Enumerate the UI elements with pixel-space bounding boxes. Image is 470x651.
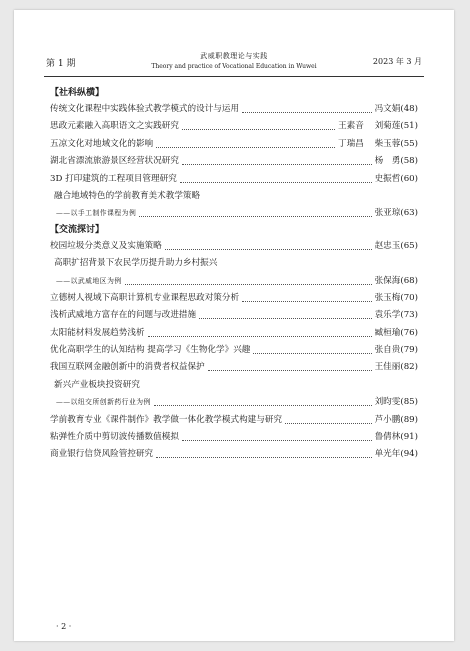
toc-entry[interactable] (50, 359, 418, 376)
toc-entry[interactable] (50, 205, 418, 222)
toc-entry-title: 商业银行信贷风险管控研究 (50, 449, 154, 460)
toc-entry-author-page: 鲁倩林(91) (374, 432, 418, 443)
toc-entry-title: 太阳能材料发展趋势浅析 (50, 327, 145, 338)
journal-title: 武威职教理论与实践 (200, 52, 268, 60)
leader-dots (154, 405, 372, 406)
toc-entry-title: 3D 打印建筑的工程项目管理研究 (50, 173, 177, 184)
leader-dots (125, 284, 372, 285)
toc-entry-author-page: 赵忠玉(65) (374, 240, 418, 251)
toc-entry-title: 浅析武威地方富存在的问题与改进措施 (50, 310, 197, 321)
toc-entry[interactable] (50, 394, 418, 411)
leader-dots (285, 423, 372, 424)
journal-page (14, 10, 454, 641)
toc-entry-author-page: 刘菊莲(51) (374, 121, 418, 132)
leader-dots (242, 301, 372, 302)
leader-dots (148, 336, 372, 337)
toc-entry-title: 立德树人视域下高职计算机专业课程思政对策分析 (50, 292, 240, 303)
toc-entry[interactable] (50, 412, 418, 429)
page-number: · 2 · (56, 622, 72, 631)
leader-dots (182, 440, 372, 441)
toc-entry[interactable] (50, 290, 418, 307)
toc-entry[interactable] (50, 429, 418, 446)
toc-entry[interactable] (50, 377, 418, 394)
toc-entry-title: ——以武威地区为例 (56, 276, 122, 285)
toc-entry-title: 我国互联网金融创新中的消费者权益保护 (50, 362, 205, 373)
issue-date: 2023 年 3 月 (372, 57, 422, 66)
leader-dots (253, 353, 372, 354)
toc-entry-author-page: 张玉梅(70) (374, 292, 418, 303)
toc-entry[interactable] (50, 118, 418, 135)
toc-entry-coauthor: 丁瑞昌 (338, 138, 364, 149)
leader-dots (180, 182, 372, 183)
toc-entry[interactable] (50, 136, 418, 153)
toc-entry[interactable] (50, 273, 418, 290)
section-heading: 【社科纵横】 (50, 88, 105, 98)
table-of-contents (50, 86, 418, 464)
toc-entry-title: 学前教育专业《课件制作》教学做一体化教学模式构建与研究 (50, 414, 283, 425)
toc-entry-title: 五凉文化对地域文化的影响 (50, 138, 154, 149)
toc-entry-author-page: 张亚琼(63) (374, 208, 418, 219)
journal-subtitle: Theory and practice of Vocational Education in Wuwei (151, 63, 317, 70)
section-heading: 【交流探讨】 (50, 224, 105, 235)
toc-entry[interactable] (50, 188, 418, 205)
leader-dots (139, 216, 372, 217)
toc-entry-title: 思政元素融入高职语文之实践研究 (50, 121, 179, 132)
toc-entry-author-page: 柴玉蓉(55) (374, 138, 418, 149)
toc-entry[interactable] (50, 171, 418, 188)
leader-dots (182, 164, 372, 165)
page-header (36, 10, 432, 80)
toc-entry[interactable] (50, 325, 418, 342)
leader-dots (182, 129, 335, 130)
toc-entry[interactable] (50, 153, 418, 170)
leader-dots (165, 249, 372, 250)
toc-entry[interactable] (50, 446, 418, 463)
toc-entry-title: ——以纽交所创新药行业为例 (56, 398, 151, 407)
toc-entry-title: 新兴产业板块投资研究 (54, 379, 140, 390)
toc-entry[interactable] (50, 342, 418, 359)
toc-entry[interactable] (50, 307, 418, 324)
toc-entry-author-page: 张保海(68) (374, 275, 418, 286)
toc-entry-title: 高职扩招背景下农民学历提升助力乡村振兴 (54, 258, 218, 269)
leader-dots (199, 318, 372, 319)
toc-entry[interactable] (50, 101, 418, 118)
toc-entry-author-page: 冯文娟(48) (374, 104, 418, 114)
toc-entry-author-page: 杨 勇(58) (374, 156, 418, 167)
toc-entry-author-page: 王佳丽(82) (374, 362, 418, 373)
toc-entry-title: 湖北省漂流旅游景区经营状况研究 (50, 156, 179, 167)
toc-entry-title: ——以手工制作课程为例 (56, 209, 137, 218)
toc-entry[interactable] (50, 238, 418, 255)
toc-entry-coauthor: 王素音 (338, 121, 364, 132)
leader-dots (242, 112, 372, 113)
toc-entry-author-page: 史振哲(60) (374, 173, 418, 184)
toc-entry-author-page: 袁乐学(73) (374, 310, 418, 321)
header-divider (44, 76, 424, 77)
toc-entry-author-page: 刘昀雯(85) (374, 397, 418, 408)
toc-entry[interactable] (50, 255, 418, 272)
toc-entry-title: 粘弹性介质中剪切波传播数值模拟 (50, 432, 179, 443)
toc-entry-title: 优化高职学生的认知结构 提高学习《生物化学》兴趣 (50, 345, 251, 356)
issue-number: 第 1 期 (46, 59, 76, 69)
toc-entry-author-page: 臧桓瑜(76) (374, 327, 418, 338)
toc-entry-author-page: 张自贵(79) (374, 345, 418, 356)
toc-entry-title: 校园垃圾分类意义及实施策略 (50, 240, 162, 251)
leader-dots (208, 370, 372, 371)
leader-dots (156, 457, 372, 458)
toc-entry-author-page: 单光年(94) (374, 449, 418, 460)
toc-entry-title: 融合地域特色的学前教育美术教学策略 (54, 190, 201, 201)
leader-dots (156, 147, 335, 148)
toc-entry-author-page: 芦小鹏(89) (374, 414, 418, 425)
toc-entry-title: 传统文化课程中实践体验式教学模式的设计与运用 (50, 104, 240, 114)
